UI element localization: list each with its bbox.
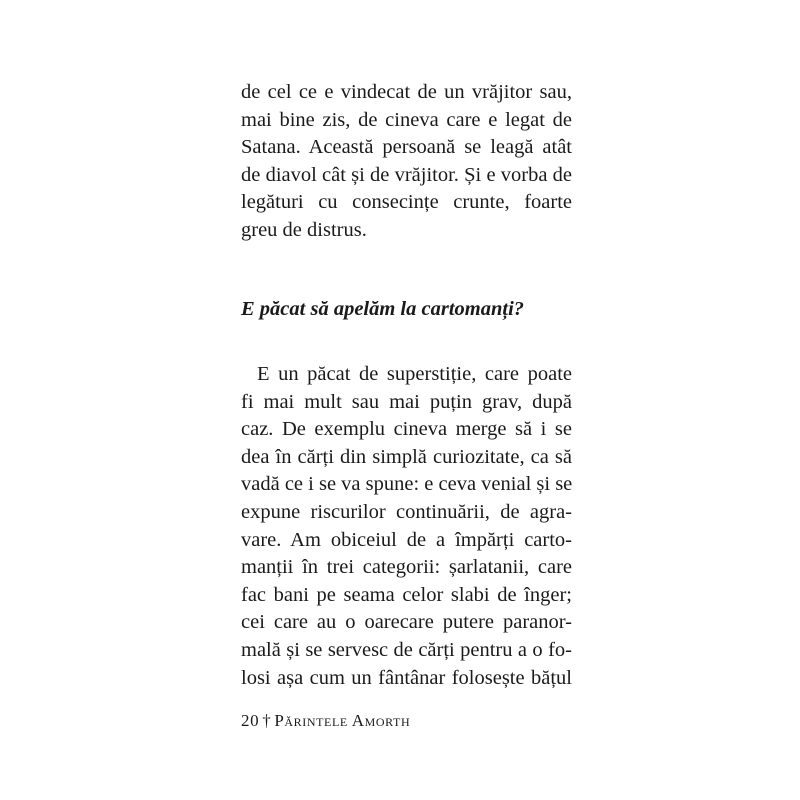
text-line: vadă ce i se va spune: e ceva venial și se [241, 473, 573, 496]
section-heading: E păcat să apelăm la cartomanți? [241, 298, 525, 320]
text-line: cei care au o oarecare putere paranor- [241, 611, 572, 634]
text-line: losi așa cum un fântânar folosește bățul [241, 666, 572, 689]
text-line: manții în trei categorii: șarlatanii, care [241, 556, 572, 579]
body-paragraph [241, 361, 572, 692]
text-line: dea în cărți din simplă curiozitate, ca să [241, 445, 572, 468]
text-line: de diavol cât și de vrăjitor. Și e vorba de [241, 163, 572, 186]
page-footer [241, 710, 410, 732]
page-number: 20 [241, 711, 260, 730]
text-line: Satana. Această persoană se leagă atât [241, 136, 572, 159]
text-line: caz. De exemplu cineva merge să i se [241, 418, 572, 441]
text-line: fac bani pe seama celor slabi de înger; [241, 583, 572, 606]
text-line: vare. Am obiceiul de a împărți carto- [241, 528, 572, 551]
top-paragraph [241, 79, 572, 245]
section-heading-block [241, 296, 572, 323]
text-line: expune riscurilor continuării, de agra- [241, 500, 572, 523]
running-title: Părintele Amorth [274, 711, 411, 730]
text-line: mală și se servesc de cărți pentru a o fo- [241, 638, 572, 661]
text-line: greu de distrus. [241, 218, 367, 241]
text-line: mai bine zis, de cineva care e legat de [241, 108, 572, 131]
text-line: legături cu consecințe crunte, foarte [241, 191, 572, 214]
dagger-separator: † [262, 711, 272, 730]
text-line: E un păcat de superstiție, care poate [257, 363, 572, 385]
text-line: fi mai mult sau mai puțin grav, după [241, 390, 572, 413]
text-line: de cel ce e vindecat de un vrăjitor sau, [241, 81, 572, 103]
